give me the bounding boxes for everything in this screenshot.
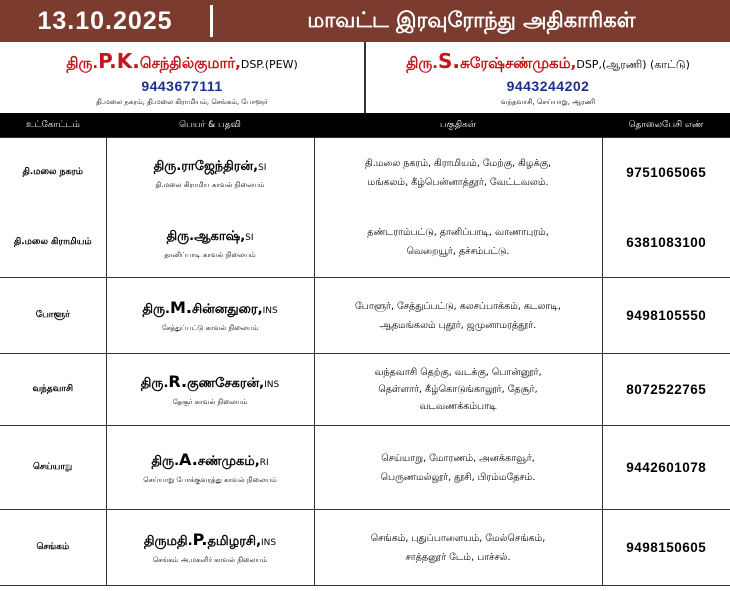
- officer-name: [366, 49, 730, 74]
- officer-surname: சின்னதுரை,: [191, 302, 263, 317]
- phone-cell: 8072522765: [602, 354, 730, 426]
- officer-initial: S.: [437, 49, 460, 73]
- officer-station: செய்யாறு போக்குவரத்து காவல் நிலையம்: [143, 476, 277, 484]
- officer-cell: [106, 510, 314, 586]
- officer-initial: A.: [179, 450, 198, 469]
- division-cell: செய்யாறு: [0, 426, 106, 510]
- officer-rank: RI: [259, 458, 269, 468]
- officer-designation: DSP,(ஆரணி) (காட்டு): [576, 58, 690, 71]
- officer-station: தானிப்பாடி காவல் நிலையம்: [164, 250, 256, 259]
- officer-prefix: திரு.: [142, 302, 170, 317]
- officer-cell: [106, 138, 314, 208]
- supervising-officers: [0, 42, 730, 113]
- officer-prefix: திரு.: [153, 159, 182, 175]
- officer-cell: [106, 278, 314, 354]
- area-line: தண்டராம்பட்டு, தானிப்பாடி, வாணாபுரம்,: [367, 227, 549, 239]
- division-cell: வந்தவாசி: [0, 354, 106, 426]
- officer-cell: [106, 426, 314, 510]
- officer-surname: ராஜேந்திரன்,: [181, 159, 259, 175]
- officer-initial: M.: [169, 298, 192, 317]
- officer-rank: INS: [261, 538, 277, 548]
- area-line: வடவணக்கம்பாடி: [419, 401, 497, 412]
- areas-cell: [314, 208, 602, 278]
- areas-cell: [314, 278, 602, 354]
- areas-cell: [314, 426, 602, 510]
- officer-area: தி.மலை நகரம், தி.மலை கிராமியம், செங்கம், போளூர்: [96, 98, 268, 106]
- officer-surname: செந்தில்குமார்,: [139, 54, 241, 72]
- supervising-officer-1: [0, 42, 364, 113]
- officer-station: சேத்துப்பட்டு காவல் நிலையம்: [161, 324, 259, 332]
- area-line: வந்தவாசி தெற்கு, வடக்கு, பொன்னூர்,: [374, 367, 542, 378]
- area-line: தெள்ளார், கீழ்கொடுங்காலூர், தேசூர்,: [378, 384, 538, 395]
- officer-rank: INS: [264, 380, 280, 390]
- col-header-areas: பகுதிகள்: [440, 119, 476, 130]
- areas-cell: [314, 510, 602, 586]
- supervising-officer-2: [364, 42, 730, 113]
- col-header-name: பெயர் & பதவி: [179, 119, 241, 130]
- phone-cell: 9498150605: [602, 510, 730, 586]
- col-header-phone: தொலைபேசி எண்: [628, 119, 704, 130]
- phone-cell: 9442601078: [602, 426, 730, 510]
- table-row: [0, 354, 730, 426]
- division-cell: செங்கம்: [0, 510, 106, 586]
- officer-surname: குணசேகரன்,: [187, 376, 265, 391]
- officer-rank: SI: [258, 163, 267, 174]
- officer-name: [107, 155, 314, 175]
- officer-prefix: திரு.: [140, 376, 169, 391]
- column-header-bar: [0, 113, 730, 137]
- areas-cell: [314, 138, 602, 208]
- officer-station: தி.மலை கிராமிய காவல் நிலையம்: [155, 181, 265, 190]
- officer-prefix: திரு.: [166, 228, 195, 244]
- table-row: [0, 278, 730, 354]
- area-line: செங்கம், புதுப்பாளையம், மேல்செங்கம்,: [370, 532, 546, 544]
- officer-station: தேசூர் காவல் நிலையம்: [172, 398, 248, 406]
- area-line: பெருணமல்லூர், தூசி, பிரம்மதேசம்.: [380, 471, 536, 483]
- phone-cell: 9751065065: [602, 138, 730, 208]
- officer-name: [107, 298, 314, 318]
- officer-name: [107, 225, 314, 245]
- area-line: சாத்தனூர் டேம், பாச்சல்.: [405, 551, 511, 563]
- table-row: [0, 208, 730, 278]
- area-line: தி.மலை நகரம், கிராமியம், மேற்கு, கிழக்கு,: [364, 157, 552, 169]
- patrol-table: [0, 137, 730, 586]
- table-row: [0, 510, 730, 586]
- officer-area: வந்தவாசி, செய்யாறு, ஆரணி: [500, 98, 596, 106]
- area-line: செய்யாறு, மோரணம், அனக்காவூர்,: [381, 452, 535, 464]
- phone-cell: 9498105550: [602, 278, 730, 354]
- officer-prefix: திரு.: [406, 54, 438, 72]
- officer-designation: DSP.(PEW): [240, 58, 298, 71]
- officer-name: [107, 530, 314, 550]
- officer-prefix: திரு.: [151, 454, 180, 469]
- col-header-division: உட்கோட்டம்: [26, 119, 80, 130]
- officer-name: [0, 49, 364, 74]
- officer-name: [107, 450, 314, 470]
- officer-rank: SI: [245, 232, 254, 243]
- officer-surname: சண்முகம்,: [197, 454, 260, 469]
- area-line: வெறையூர், தச்சம்பட்டு.: [406, 246, 510, 258]
- officer-cell: [106, 208, 314, 278]
- officer-station: செங்கம் அ.மகளிர் காவல் நிலையம்: [152, 556, 268, 564]
- report-title: மாவட்ட இரவுரோந்து அதிகாரிகள்: [307, 7, 636, 32]
- report-date: 13.10.2025: [37, 6, 173, 35]
- table-row: [0, 138, 730, 208]
- officer-surname: சுரேஷ்சண்முகம்,: [459, 54, 577, 72]
- areas-cell: [314, 354, 602, 426]
- division-cell: தி.மலை கிராமியம்: [0, 208, 106, 278]
- officer-phone: 9443244202: [506, 78, 590, 94]
- officer-initial: P.K.: [98, 49, 140, 73]
- area-line: போளூர், சேத்துப்பட்டு, கலசப்பாக்கம், கடலாடி,: [355, 300, 561, 312]
- officer-phone: 9443677111: [141, 78, 223, 94]
- header-band: [0, 0, 730, 42]
- division-cell: தி.மலை நகரம்: [0, 138, 106, 208]
- officer-initial: R.: [168, 372, 188, 391]
- officer-prefix: திரு.: [66, 54, 99, 72]
- officer-prefix: திருமதி.: [143, 534, 193, 549]
- phone-cell: 6381083100: [602, 208, 730, 278]
- officer-cell: [106, 354, 314, 426]
- officer-surname: தமிழரசி,: [207, 534, 262, 549]
- division-cell: போளூர்: [0, 278, 106, 354]
- area-line: ஆதமங்கலம் புதூர், ஜமுனாமரத்தூர்.: [379, 319, 537, 331]
- officer-rank: INS: [262, 306, 278, 316]
- officer-name: [107, 372, 314, 392]
- officer-initial: P.: [192, 530, 208, 549]
- officer-surname: ஆகாஷ்,: [194, 228, 246, 244]
- area-line: மங்கலம், கீழ்பென்னாத்தூர், வேட்டவலம்.: [367, 176, 549, 188]
- table-row: [0, 426, 730, 510]
